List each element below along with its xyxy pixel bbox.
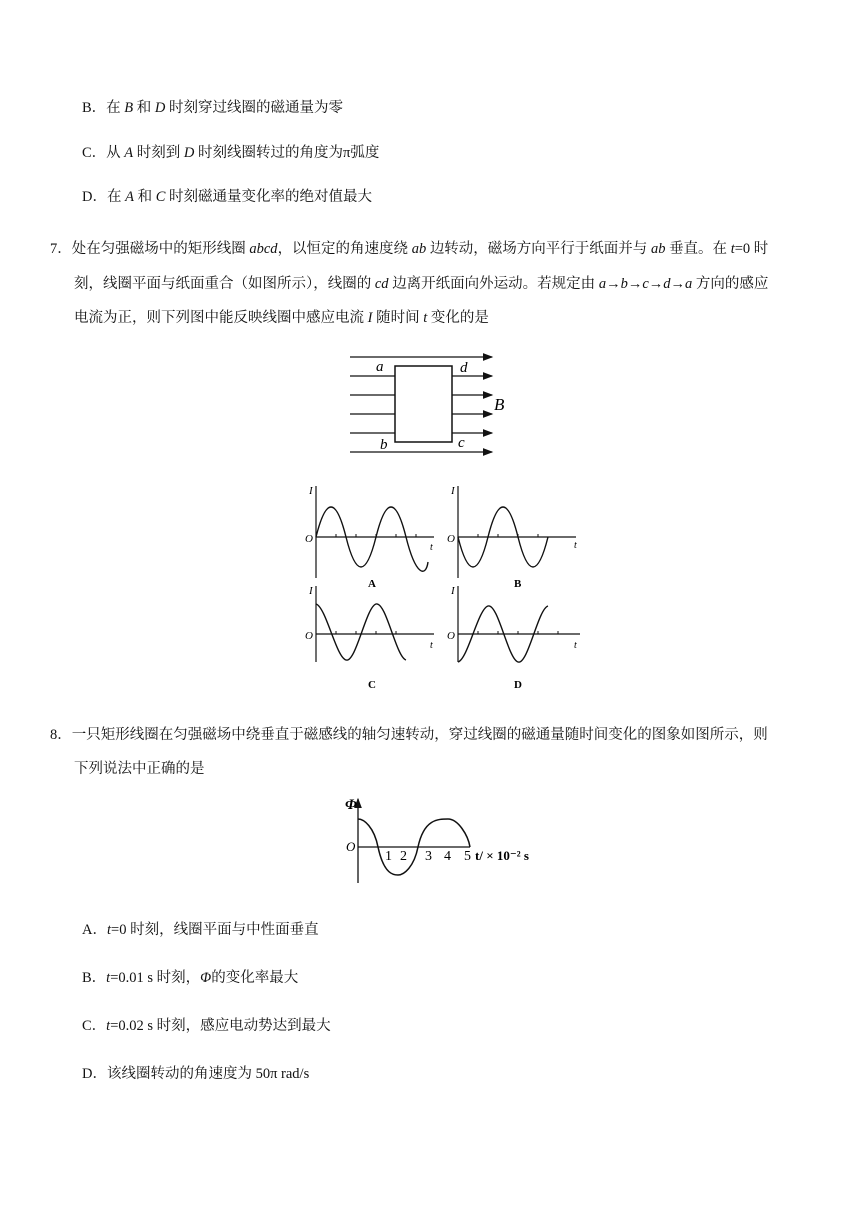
q6-option-b: B．在 B 和 D 时刻穿过线圈的磁通量为零 — [82, 100, 344, 116]
q7-graph-a — [302, 482, 437, 590]
graph-c-caption: C — [368, 679, 376, 691]
q7-graph-d — [444, 582, 584, 692]
coil-label-b: b — [380, 437, 388, 453]
q8-option-d: D．该线圈转动的角速度为 50π rad/s — [82, 1066, 310, 1082]
graph-c-xlabel: t — [430, 640, 433, 651]
graph-a-ylabel: I — [309, 485, 313, 497]
flux-xlabel: t/ × 10⁻² s — [475, 848, 529, 863]
graph-b-xlabel: t — [574, 540, 577, 551]
q8-option-a: A．t=0 时刻，线圈平面与中性面垂直 — [82, 922, 319, 938]
q8-option-c: C．t=0.02 s 时刻，感应电动势达到最大 — [82, 1018, 331, 1034]
q7-stem-line3: 电流为正，则下列图中能反映线圈中感应电流 I 随时间 t 变化的是 — [74, 310, 489, 326]
graph-d-xlabel: t — [574, 640, 577, 651]
q8-stem-line2: 下列说法中正确的是 — [74, 761, 205, 777]
flux-tick-1: 1 — [385, 849, 392, 864]
coil-rectangle — [395, 366, 452, 442]
graph-a-caption: A — [368, 578, 376, 590]
graph-b-caption: B — [514, 578, 522, 590]
q8-stem-line1: 8．一只矩形线圈在匀强磁场中绕垂直于磁感线的轴匀速转动，穿过线圈的磁通量随时间变化的图象如图所示，则 — [50, 727, 768, 743]
q8-flux-graph — [340, 795, 550, 890]
q7-graph-b — [444, 482, 579, 590]
q7-graph-c — [302, 582, 437, 692]
q6-option-d: D．在 A 和 C 时刻磁通量变化率的绝对值最大 — [82, 189, 373, 205]
q7-stem-line1: 7．处在匀强磁场中的矩形线圈 abcd，以恒定的角速度绕 ab 边转动，磁场方向平行于纸面并与 ab 垂直。在 t=0 时 — [50, 241, 769, 257]
field-label-B: B — [494, 395, 505, 414]
flux-tick-3: 3 — [425, 849, 432, 864]
graph-b-ylabel: I — [451, 485, 455, 497]
q6-option-c: C．从 A 时刻到 D 时刻线圈转过的角度为π弧度 — [82, 145, 380, 161]
flux-tick-4: 4 — [444, 849, 451, 864]
flux-ylabel: Φ — [345, 797, 357, 813]
graph-d-ylabel: I — [451, 585, 455, 597]
flux-tick-2: 2 — [400, 849, 407, 864]
q7-coil-figure — [348, 350, 518, 460]
q8-option-b: B．t=0.01 s 时刻，Φ的变化率最大 — [82, 970, 299, 986]
coil-label-a: a — [376, 359, 384, 375]
graph-d-origin: O — [447, 630, 455, 642]
coil-label-d: d — [460, 360, 468, 376]
graph-d-caption: D — [514, 679, 522, 691]
graph-a-origin: O — [305, 533, 313, 545]
graph-c-ylabel: I — [309, 585, 313, 597]
graph-b-origin: O — [447, 533, 455, 545]
graph-a-xlabel: t — [430, 542, 433, 553]
q7-stem-line2: 刻，线圈平面与纸面重合（如图所示），线圈的 cd 边离开纸面向外运动。若规定由 a→b→c→d→a 方向的感应 — [74, 276, 769, 292]
coil-label-c: c — [458, 435, 465, 451]
graph-c-origin: O — [305, 630, 313, 642]
flux-origin: O — [346, 839, 356, 854]
flux-tick-5: 5 — [464, 849, 471, 864]
